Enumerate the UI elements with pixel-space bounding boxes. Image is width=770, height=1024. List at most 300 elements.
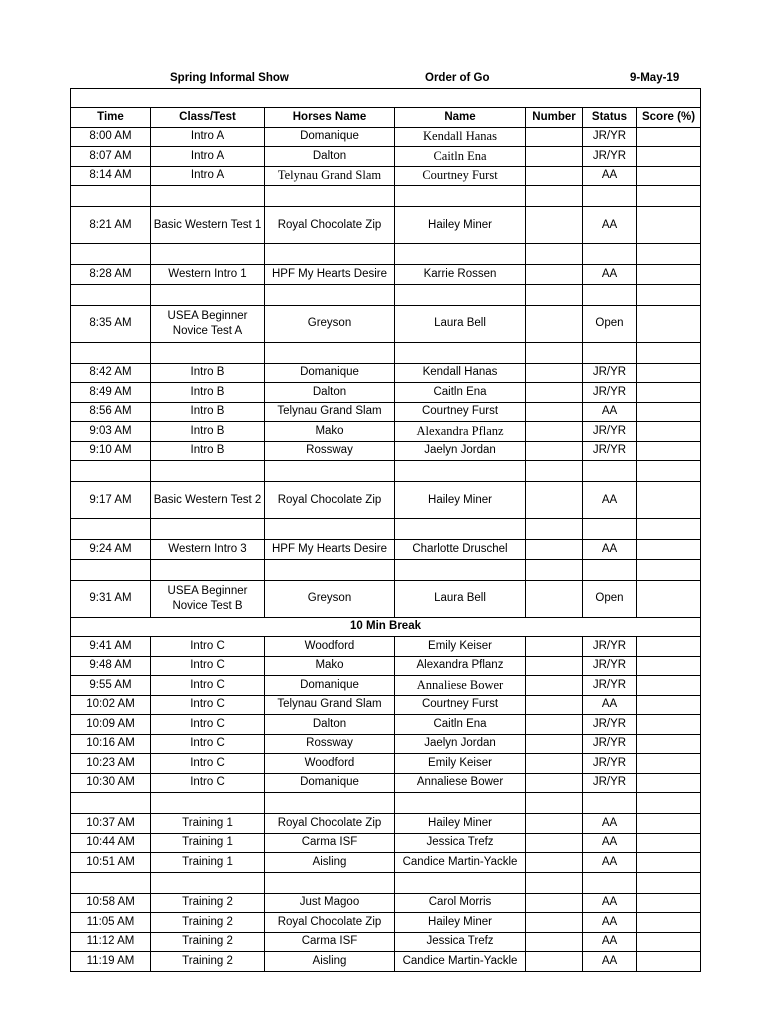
number-cell — [526, 773, 583, 793]
rider-name-cell: Hailey Miner — [395, 913, 526, 933]
table-row — [71, 853, 701, 873]
rider-name-cell: Charlotte Druschel — [395, 540, 526, 560]
class-cell: Western Intro 1 — [151, 265, 265, 285]
empty-cell — [265, 461, 395, 482]
order-of-go-table — [70, 88, 701, 972]
rider-name-cell: Alexandra Pflanz — [395, 422, 526, 442]
number-cell — [526, 383, 583, 403]
rider-name-cell: Caitln Ena — [395, 715, 526, 735]
column-header-status: Status — [583, 108, 637, 128]
rider-name-cell: Courtney Furst — [395, 402, 526, 422]
score-cell — [637, 402, 701, 422]
horse-cell: Rossway — [265, 734, 395, 754]
horse-cell: Aisling — [265, 952, 395, 972]
number-cell — [526, 580, 583, 617]
class-cell: Western Intro 3 — [151, 540, 265, 560]
horse-cell: Rossway — [265, 441, 395, 461]
column-header-row — [71, 108, 701, 128]
class-cell: Training 1 — [151, 814, 265, 834]
score-cell — [637, 383, 701, 403]
empty-cell — [395, 461, 526, 482]
number-cell — [526, 932, 583, 952]
score-cell — [637, 265, 701, 285]
time-cell: 9:17 AM — [71, 482, 151, 519]
table-row — [71, 580, 701, 617]
document-title: Order of Go — [425, 72, 490, 84]
number-cell — [526, 540, 583, 560]
empty-cell — [265, 519, 395, 540]
horse-cell: HPF My Hearts Desire — [265, 265, 395, 285]
class-cell: Intro A — [151, 147, 265, 167]
number-cell — [526, 637, 583, 657]
number-cell — [526, 422, 583, 442]
class-cell: Training 1 — [151, 833, 265, 853]
show-date: 9-May-19 — [630, 72, 680, 84]
status-cell: AA — [583, 166, 637, 186]
number-cell — [526, 952, 583, 972]
time-cell: 9:03 AM — [71, 422, 151, 442]
horse-cell: Aisling — [265, 853, 395, 873]
time-cell: 8:14 AM — [71, 166, 151, 186]
rider-name-cell: Caitln Ena — [395, 147, 526, 167]
number-cell — [526, 695, 583, 715]
rider-name-cell: Carol Morris — [395, 893, 526, 913]
number-cell — [526, 166, 583, 186]
empty-cell — [526, 284, 583, 305]
empty-cell — [395, 342, 526, 363]
time-cell: 9:55 AM — [71, 676, 151, 696]
table-row — [71, 637, 701, 657]
table-row — [71, 932, 701, 952]
empty-cell — [151, 872, 265, 893]
status-cell: JR/YR — [583, 637, 637, 657]
empty-cell — [395, 793, 526, 814]
empty-cell — [265, 284, 395, 305]
horse-cell: Woodford — [265, 637, 395, 657]
time-cell: 8:21 AM — [71, 207, 151, 244]
empty-cell — [71, 461, 151, 482]
time-cell: 10:51 AM — [71, 853, 151, 873]
time-cell: 9:31 AM — [71, 580, 151, 617]
score-cell — [637, 147, 701, 167]
score-cell — [637, 833, 701, 853]
class-cell: USEA Beginner Novice Test B — [151, 580, 265, 617]
number-cell — [526, 147, 583, 167]
class-cell: Intro B — [151, 363, 265, 383]
number-cell — [526, 482, 583, 519]
number-cell — [526, 814, 583, 834]
number-cell — [526, 715, 583, 735]
table-row — [71, 913, 701, 933]
number-cell — [526, 833, 583, 853]
horse-cell: Domanique — [265, 127, 395, 147]
status-cell: Open — [583, 580, 637, 617]
class-cell: Training 2 — [151, 932, 265, 952]
rider-name-cell: Kendall Hanas — [395, 363, 526, 383]
table-row — [71, 540, 701, 560]
score-cell — [637, 913, 701, 933]
score-cell — [637, 754, 701, 774]
spacer-row — [71, 89, 701, 108]
time-cell: 9:41 AM — [71, 637, 151, 657]
status-cell: JR/YR — [583, 773, 637, 793]
empty-cell — [71, 284, 151, 305]
status-cell: JR/YR — [583, 383, 637, 403]
class-cell: Training 2 — [151, 952, 265, 972]
score-cell — [637, 715, 701, 735]
empty-cell — [637, 519, 701, 540]
status-cell: AA — [583, 932, 637, 952]
class-cell: Intro B — [151, 402, 265, 422]
empty-cell — [637, 559, 701, 580]
empty-cell — [637, 186, 701, 207]
score-cell — [637, 773, 701, 793]
column-header-class: Class/Test — [151, 108, 265, 128]
table-row — [71, 441, 701, 461]
horse-cell: Domanique — [265, 363, 395, 383]
number-cell — [526, 441, 583, 461]
show-name: Spring Informal Show — [170, 72, 289, 84]
table-row — [71, 952, 701, 972]
rider-name-cell: Hailey Miner — [395, 207, 526, 244]
status-cell: JR/YR — [583, 441, 637, 461]
number-cell — [526, 265, 583, 285]
column-header-horse: Horses Name — [265, 108, 395, 128]
blank-row — [71, 284, 701, 305]
horse-cell: Telynau Grand Slam — [265, 402, 395, 422]
empty-cell — [151, 519, 265, 540]
number-cell — [526, 676, 583, 696]
empty-cell — [395, 244, 526, 265]
empty-cell — [637, 793, 701, 814]
horse-cell: Royal Chocolate Zip — [265, 482, 395, 519]
empty-cell — [526, 872, 583, 893]
class-cell: Intro C — [151, 676, 265, 696]
time-cell: 10:30 AM — [71, 773, 151, 793]
score-cell — [637, 127, 701, 147]
number-cell — [526, 363, 583, 383]
horse-cell: Mako — [265, 656, 395, 676]
horse-cell: Dalton — [265, 715, 395, 735]
empty-cell — [395, 872, 526, 893]
status-cell: AA — [583, 853, 637, 873]
status-cell: AA — [583, 402, 637, 422]
empty-cell — [151, 186, 265, 207]
status-cell: AA — [583, 540, 637, 560]
score-cell — [637, 853, 701, 873]
score-cell — [637, 656, 701, 676]
number-cell — [526, 207, 583, 244]
empty-cell — [265, 793, 395, 814]
blank-row — [71, 342, 701, 363]
time-cell: 11:05 AM — [71, 913, 151, 933]
status-cell: AA — [583, 952, 637, 972]
time-cell: 10:09 AM — [71, 715, 151, 735]
table-row — [71, 147, 701, 167]
score-cell — [637, 676, 701, 696]
table-row — [71, 734, 701, 754]
class-cell: Intro C — [151, 715, 265, 735]
break-row — [71, 617, 701, 637]
horse-cell: Just Magoo — [265, 893, 395, 913]
table-row — [71, 207, 701, 244]
empty-cell — [71, 244, 151, 265]
status-cell: JR/YR — [583, 715, 637, 735]
class-cell: Intro C — [151, 695, 265, 715]
status-cell: JR/YR — [583, 676, 637, 696]
empty-cell — [395, 519, 526, 540]
empty-cell — [526, 793, 583, 814]
empty-cell — [583, 872, 637, 893]
empty-cell — [526, 559, 583, 580]
rider-name-cell: Jaelyn Jordan — [395, 441, 526, 461]
empty-cell — [71, 342, 151, 363]
score-cell — [637, 422, 701, 442]
rider-name-cell: Hailey Miner — [395, 814, 526, 834]
empty-cell — [637, 342, 701, 363]
table-row — [71, 305, 701, 342]
class-cell: Intro C — [151, 656, 265, 676]
class-cell: Intro A — [151, 127, 265, 147]
rider-name-cell: Laura Bell — [395, 305, 526, 342]
class-cell: USEA Beginner Novice Test A — [151, 305, 265, 342]
empty-cell — [151, 559, 265, 580]
number-cell — [526, 913, 583, 933]
time-cell: 9:10 AM — [71, 441, 151, 461]
column-header-number: Number — [526, 108, 583, 128]
status-cell: JR/YR — [583, 656, 637, 676]
empty-cell — [583, 186, 637, 207]
empty-cell — [395, 186, 526, 207]
empty-cell — [71, 872, 151, 893]
rider-name-cell: Kendall Hanas — [395, 127, 526, 147]
time-cell: 10:44 AM — [71, 833, 151, 853]
blank-row — [71, 244, 701, 265]
time-cell: 8:42 AM — [71, 363, 151, 383]
empty-cell — [395, 284, 526, 305]
empty-cell — [637, 244, 701, 265]
empty-cell — [637, 284, 701, 305]
class-cell: Intro B — [151, 383, 265, 403]
status-cell: AA — [583, 482, 637, 519]
score-cell — [637, 166, 701, 186]
score-cell — [637, 441, 701, 461]
table-row — [71, 814, 701, 834]
horse-cell: HPF My Hearts Desire — [265, 540, 395, 560]
horse-cell: Royal Chocolate Zip — [265, 814, 395, 834]
empty-cell — [265, 342, 395, 363]
empty-cell — [151, 284, 265, 305]
empty-cell — [71, 793, 151, 814]
table-row — [71, 383, 701, 403]
empty-cell — [583, 284, 637, 305]
rider-name-cell: Candice Martin-Yackle — [395, 853, 526, 873]
horse-cell: Domanique — [265, 773, 395, 793]
rider-name-cell: Emily Keiser — [395, 754, 526, 774]
horse-cell: Royal Chocolate Zip — [265, 913, 395, 933]
status-cell: AA — [583, 833, 637, 853]
rider-name-cell: Emily Keiser — [395, 637, 526, 657]
time-cell: 8:35 AM — [71, 305, 151, 342]
empty-cell — [583, 244, 637, 265]
horse-cell: Dalton — [265, 147, 395, 167]
rider-name-cell: Jessica Trefz — [395, 932, 526, 952]
status-cell: JR/YR — [583, 422, 637, 442]
rider-name-cell: Laura Bell — [395, 580, 526, 617]
spacer-cell — [71, 89, 701, 108]
time-cell: 11:12 AM — [71, 932, 151, 952]
table-row — [71, 754, 701, 774]
table-row — [71, 695, 701, 715]
empty-cell — [583, 559, 637, 580]
score-cell — [637, 814, 701, 834]
number-cell — [526, 754, 583, 774]
number-cell — [526, 853, 583, 873]
empty-cell — [71, 186, 151, 207]
horse-cell: Royal Chocolate Zip — [265, 207, 395, 244]
empty-cell — [583, 519, 637, 540]
blank-row — [71, 559, 701, 580]
empty-cell — [265, 186, 395, 207]
table-row — [71, 482, 701, 519]
score-cell — [637, 305, 701, 342]
rider-name-cell: Courtney Furst — [395, 166, 526, 186]
table-row — [71, 363, 701, 383]
score-cell — [637, 540, 701, 560]
status-cell: AA — [583, 893, 637, 913]
number-cell — [526, 127, 583, 147]
empty-cell — [395, 559, 526, 580]
score-cell — [637, 482, 701, 519]
score-cell — [637, 932, 701, 952]
score-cell — [637, 580, 701, 617]
time-cell: 10:16 AM — [71, 734, 151, 754]
time-cell: 8:56 AM — [71, 402, 151, 422]
table-row — [71, 715, 701, 735]
class-cell: Basic Western Test 2 — [151, 482, 265, 519]
empty-cell — [583, 461, 637, 482]
time-cell: 8:28 AM — [71, 265, 151, 285]
rider-name-cell: Jessica Trefz — [395, 833, 526, 853]
empty-cell — [265, 559, 395, 580]
rider-name-cell: Karrie Rossen — [395, 265, 526, 285]
empty-cell — [71, 519, 151, 540]
number-cell — [526, 734, 583, 754]
horse-cell: Greyson — [265, 580, 395, 617]
status-cell: JR/YR — [583, 734, 637, 754]
time-cell: 9:24 AM — [71, 540, 151, 560]
horse-cell: Dalton — [265, 383, 395, 403]
blank-row — [71, 519, 701, 540]
status-cell: JR/YR — [583, 754, 637, 774]
status-cell: AA — [583, 695, 637, 715]
rider-name-cell: Annaliese Bower — [395, 773, 526, 793]
horse-cell: Carma ISF — [265, 833, 395, 853]
horse-cell: Mako — [265, 422, 395, 442]
class-cell: Intro A — [151, 166, 265, 186]
score-cell — [637, 952, 701, 972]
class-cell: Intro B — [151, 441, 265, 461]
class-cell: Training 2 — [151, 913, 265, 933]
table-row — [71, 166, 701, 186]
empty-cell — [526, 186, 583, 207]
empty-cell — [151, 342, 265, 363]
time-cell: 10:58 AM — [71, 893, 151, 913]
class-cell: Intro C — [151, 754, 265, 774]
table-row — [71, 656, 701, 676]
time-cell: 10:23 AM — [71, 754, 151, 774]
empty-cell — [71, 559, 151, 580]
empty-cell — [583, 793, 637, 814]
table-row — [71, 893, 701, 913]
table-row — [71, 127, 701, 147]
rider-name-cell: Alexandra Pflanz — [395, 656, 526, 676]
table-row — [71, 402, 701, 422]
table-row — [71, 773, 701, 793]
time-cell: 11:19 AM — [71, 952, 151, 972]
class-cell: Training 1 — [151, 853, 265, 873]
horse-cell: Woodford — [265, 754, 395, 774]
time-cell: 8:49 AM — [71, 383, 151, 403]
column-header-score: Score (%) — [637, 108, 701, 128]
blank-row — [71, 872, 701, 893]
number-cell — [526, 305, 583, 342]
empty-cell — [151, 244, 265, 265]
number-cell — [526, 402, 583, 422]
table-row — [71, 422, 701, 442]
column-header-name: Name — [395, 108, 526, 128]
class-cell: Intro C — [151, 773, 265, 793]
number-cell — [526, 893, 583, 913]
time-cell: 10:37 AM — [71, 814, 151, 834]
number-cell — [526, 656, 583, 676]
score-cell — [637, 734, 701, 754]
blank-row — [71, 186, 701, 207]
time-cell: 8:00 AM — [71, 127, 151, 147]
status-cell: Open — [583, 305, 637, 342]
horse-cell: Domanique — [265, 676, 395, 696]
score-cell — [637, 207, 701, 244]
score-cell — [637, 363, 701, 383]
table-row — [71, 833, 701, 853]
column-header-time: Time — [71, 108, 151, 128]
rider-name-cell: Hailey Miner — [395, 482, 526, 519]
empty-cell — [526, 342, 583, 363]
empty-cell — [151, 793, 265, 814]
score-cell — [637, 637, 701, 657]
class-cell: Intro C — [151, 637, 265, 657]
empty-cell — [526, 461, 583, 482]
horse-cell: Greyson — [265, 305, 395, 342]
rider-name-cell: Annaliese Bower — [395, 676, 526, 696]
class-cell: Basic Western Test 1 — [151, 207, 265, 244]
rider-name-cell: Jaelyn Jordan — [395, 734, 526, 754]
score-cell — [637, 695, 701, 715]
time-cell: 9:48 AM — [71, 656, 151, 676]
horse-cell: Telynau Grand Slam — [265, 695, 395, 715]
rider-name-cell: Courtney Furst — [395, 695, 526, 715]
table-row — [71, 676, 701, 696]
status-cell: AA — [583, 913, 637, 933]
empty-cell — [151, 461, 265, 482]
table-row — [71, 265, 701, 285]
time-cell: 8:07 AM — [71, 147, 151, 167]
status-cell: AA — [583, 814, 637, 834]
status-cell: JR/YR — [583, 363, 637, 383]
empty-cell — [583, 342, 637, 363]
empty-cell — [265, 872, 395, 893]
status-cell: JR/YR — [583, 147, 637, 167]
